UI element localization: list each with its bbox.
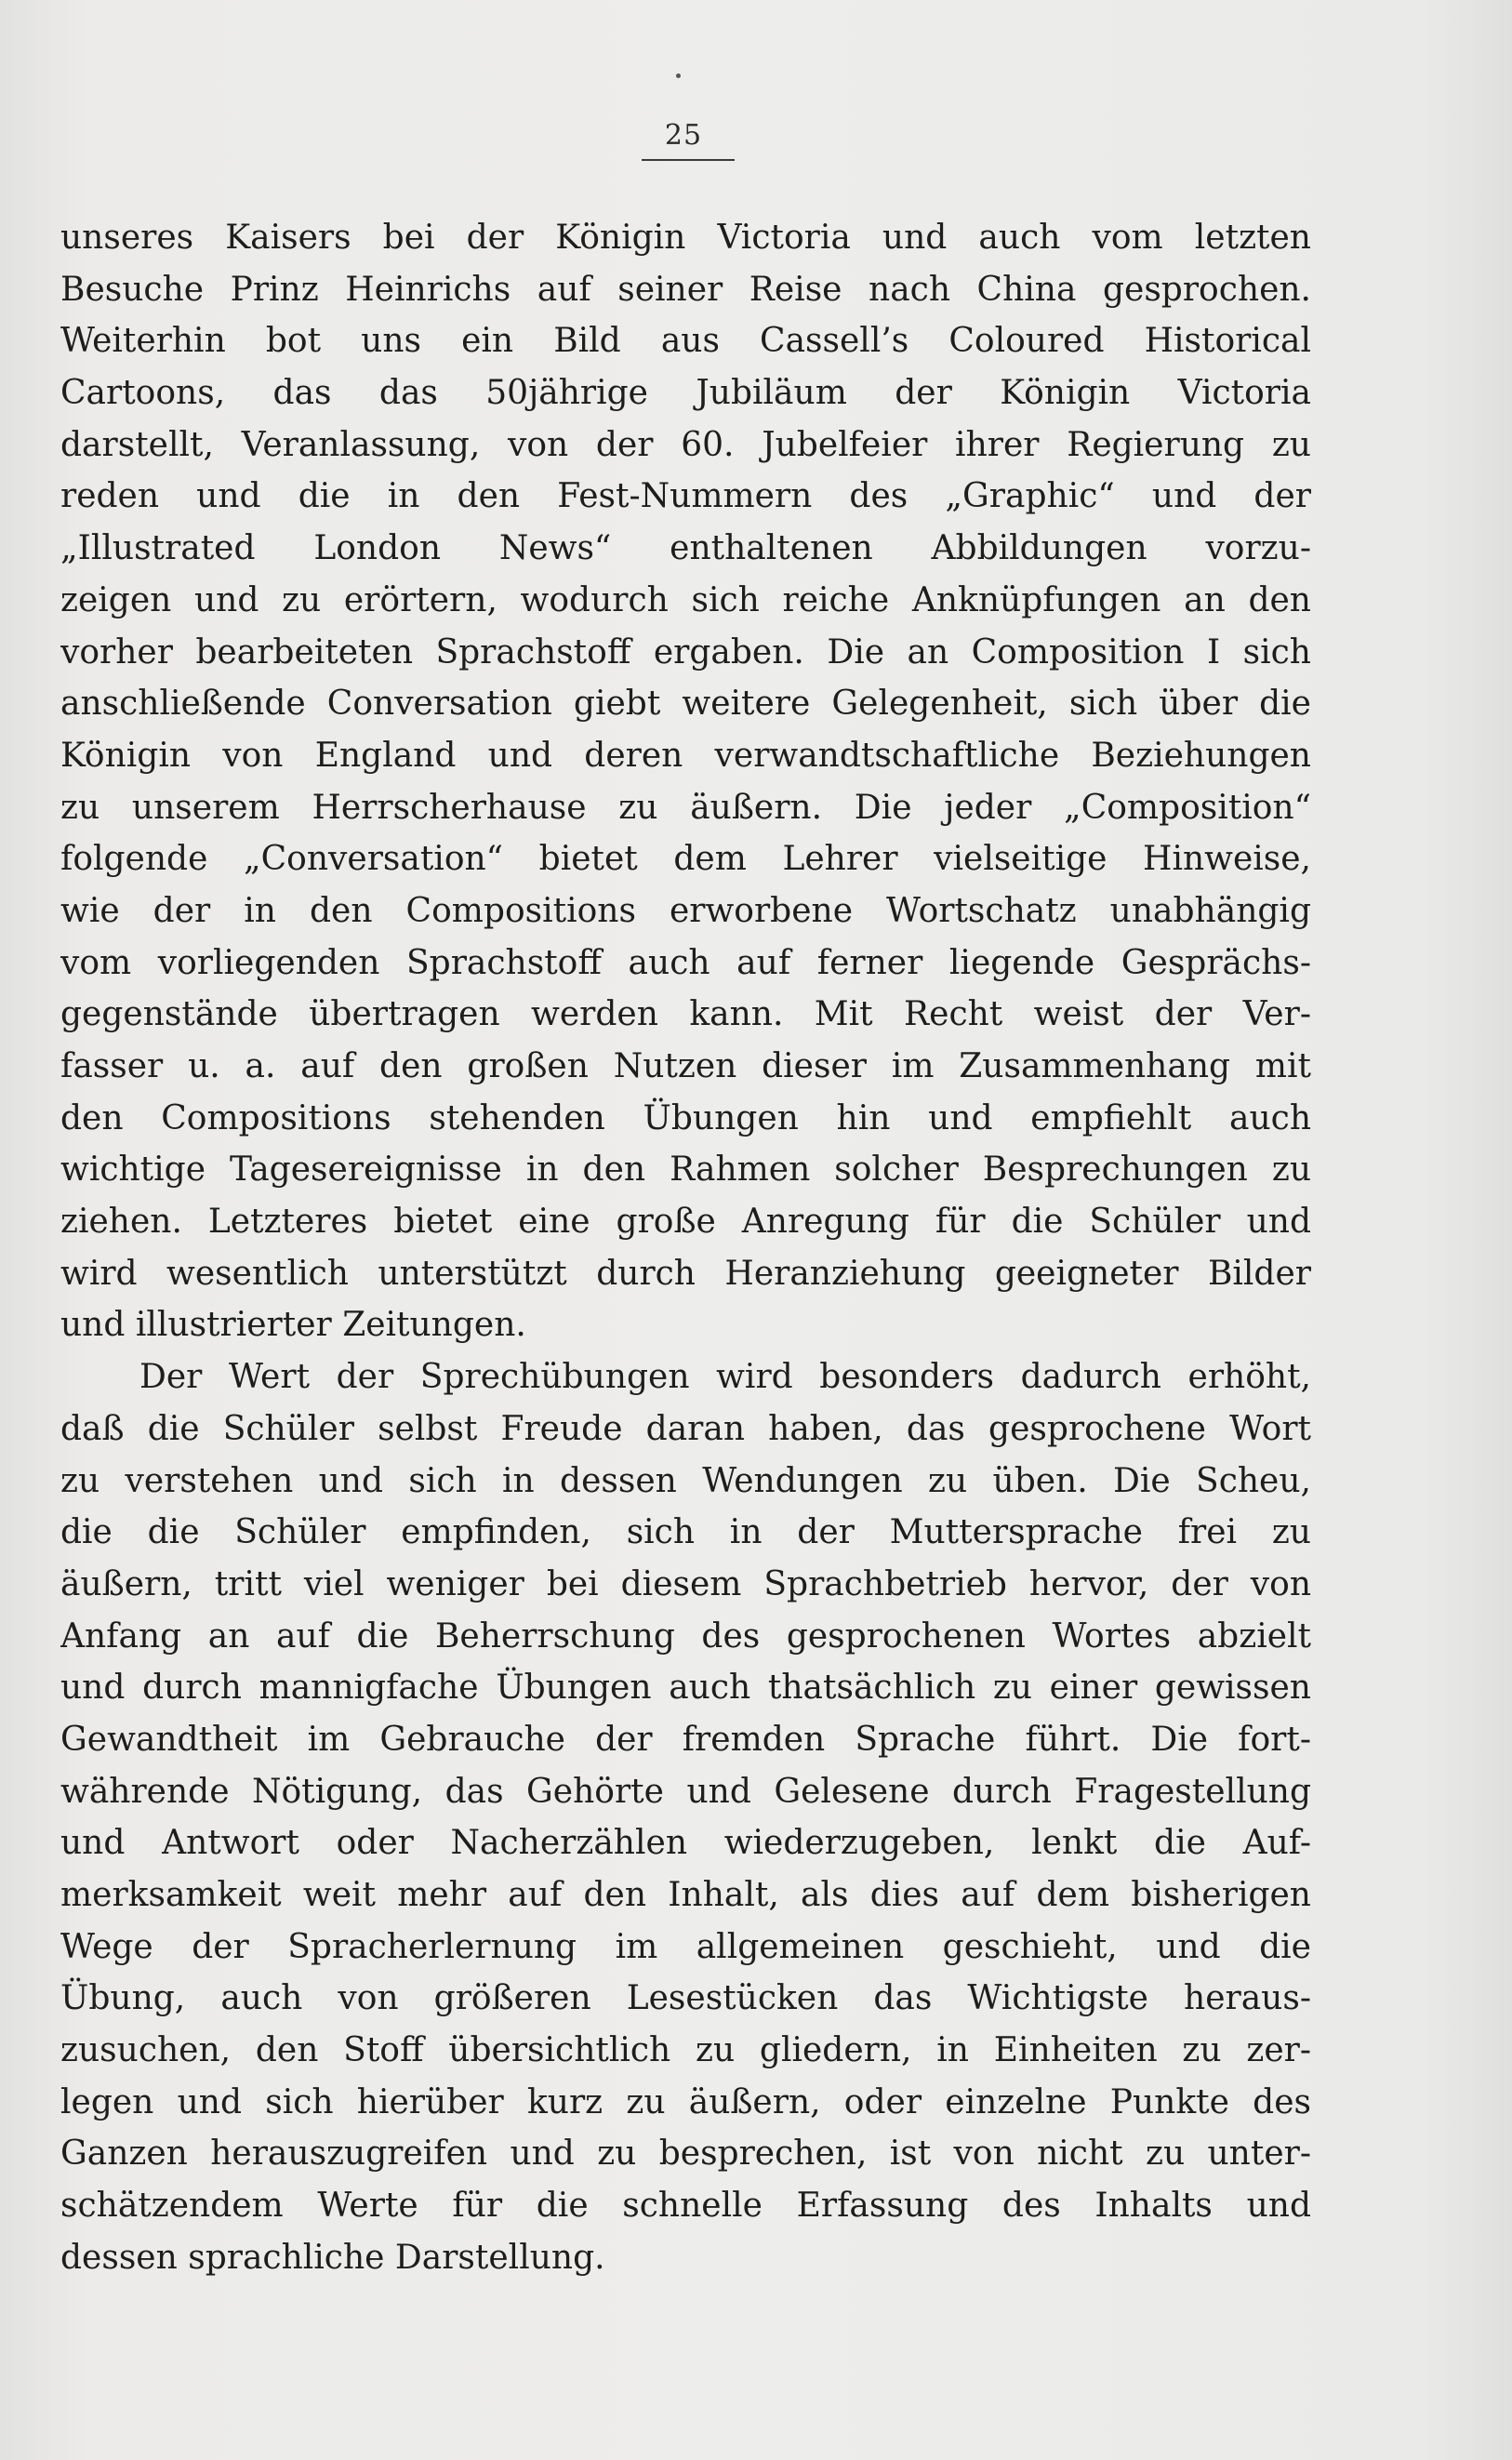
text-line: wie der in den Compositions erworbene Wortschatz unabhängig <box>60 891 1311 930</box>
text-line: anschließende Conversation giebt weitere Gelegenheit, sich über die <box>60 685 1311 724</box>
text-line: Cartoons, das das 50jährige Jubiläum der Königin Victoria <box>60 374 1311 413</box>
text-line: „Illustrated London News“ enthaltenen Abbildungen vorzu- <box>60 529 1311 568</box>
text-line: und Antwort oder Nacherzählen wiederzugeben, lenkt die Auf- <box>60 1824 1311 1863</box>
page-number-rule <box>642 159 735 161</box>
text-line: zu unserem Herrscherhause zu äußern. Die jeder „Composition“ <box>60 788 1311 827</box>
text-line: zu verstehen und sich in dessen Wendungen zu üben. Die Scheu, <box>60 1461 1311 1500</box>
text-line: vorher bearbeiteten Sprachstoff ergaben. Die an Composition I sich <box>60 632 1311 672</box>
text-line: Ganzen herauszugreifen und zu besprechen, ist von nicht zu unter- <box>60 2134 1311 2174</box>
text-line: wird wesentlich unterstützt durch Heranziehung geeigneter Bilder <box>60 1254 1311 1293</box>
text-line: daß die Schüler selbst Freude daran haben, das gesprochene Wort <box>60 1409 1311 1448</box>
text-line: merksamkeit weit mehr auf den Inhalt, als dies auf dem bisherigen <box>60 1876 1311 1914</box>
paragraph-start-line: Der Wert der Sprechübungen wird besonders dadurch erhöht, <box>139 1358 1311 1397</box>
paragraph-end-line: dessen sprachliche Darstellung. <box>60 2238 605 2277</box>
text-line: äußern, tritt viel weniger bei diesem Sprachbetrieb hervor, der von <box>60 1564 1311 1603</box>
paragraph-end-line: und illustrierter Zeitungen. <box>60 1306 526 1345</box>
body-text <box>60 212 1311 2284</box>
text-line: Anfang an auf die Beherrschung des gesprochenen Wortes abzielt <box>60 1616 1311 1656</box>
text-line: zeigen und zu erörtern, wodurch sich reiche Anknüpfungen an den <box>60 580 1311 619</box>
text-line: Königin von England und deren verwandtschaftliche Beziehungen <box>60 736 1311 775</box>
text-line: schätzendem Werte für die schnelle Erfassung des Inhalts und <box>60 2187 1311 2226</box>
text-line: zusuchen, den Stoff übersichtlich zu gliedern, in Einheiten zu zer- <box>60 2031 1311 2070</box>
text-line: wichtige Tagesereignisse in den Rahmen solcher Besprechungen zu <box>60 1150 1311 1190</box>
text-line: und durch mannigfache Übungen auch thatsächlich zu einer gewissen <box>60 1669 1311 1708</box>
text-line: Gewandtheit im Gebrauche der fremden Sprache führt. Die fort- <box>60 1720 1311 1759</box>
text-line: darstellt, Veranlassung, von der 60. Jubelfeier ihrer Regierung zu <box>60 425 1311 464</box>
text-line: unseres Kaisers bei der Königin Victoria und auch vom letzten <box>60 219 1311 257</box>
text-line: gegenstände übertragen werden kann. Mit Recht weist der Ver- <box>60 995 1311 1034</box>
text-line: folgende „Conversation“ bietet dem Lehrer vielseitige Hinweise, <box>60 840 1311 879</box>
text-line: währende Nötigung, das Gehörte und Gelesene durch Fragestellung <box>60 1772 1311 1811</box>
text-line: die die Schüler empfinden, sich in der Muttersprache frei zu <box>60 1513 1311 1552</box>
text-line: fasser u. a. auf den großen Nutzen dieser im Zusammenhang mit <box>60 1047 1311 1085</box>
text-line: den Compositions stehenden Übungen hin und empfiehlt auch <box>60 1098 1311 1137</box>
page-number: 25 <box>664 119 703 152</box>
text-line: vom vorliegenden Sprachstoff auch auf ferner liegende Gesprächs- <box>60 943 1311 982</box>
text-line: ziehen. Letzteres bietet eine große Anregung für die Schüler und <box>60 1203 1311 1242</box>
text-line: Besuche Prinz Heinrichs auf seiner Reise nach China gesprochen. <box>60 270 1311 309</box>
text-line: legen und sich hierüber kurz zu äußern, oder einzelne Punkte des <box>60 2082 1311 2121</box>
ink-speck <box>676 73 681 78</box>
text-line: Weiterhin bot uns ein Bild aus Cassell’s Coloured Historical <box>60 322 1311 361</box>
text-line: Wege der Spracherlernung im allgemeinen geschieht, und die <box>60 1927 1311 1966</box>
text-line: reden und die in den Fest-Nummern des „Graphic“ und der <box>60 477 1311 516</box>
text-line: Übung, auch von größeren Lesestücken das Wichtigste heraus- <box>60 1979 1311 2018</box>
